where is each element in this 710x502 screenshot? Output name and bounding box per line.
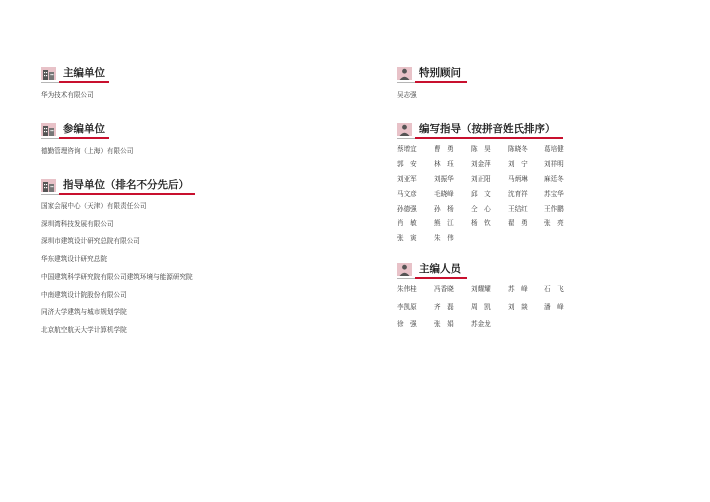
person-name: 石 飞	[544, 285, 564, 293]
person-name: 苏宝华	[544, 189, 564, 198]
person-name: 王作鹏	[544, 204, 564, 213]
person-name: 刘 宁	[508, 159, 528, 168]
person-name: 郭 安	[397, 159, 417, 168]
person-name: 潘 峰	[544, 302, 564, 311]
person-name: 肖 敏	[397, 219, 417, 228]
person-name: 邱 文	[471, 189, 491, 198]
person-name: 刘金萍	[471, 159, 491, 168]
org-item: 中国建筑科学研究院有限公司建筑环境与能源研究院	[41, 272, 193, 281]
section-header	[41, 178, 193, 194]
org-item: 北京航空航天大学计算机学院	[41, 325, 127, 334]
person-name: 周 凯	[471, 302, 491, 311]
person-icon	[397, 67, 412, 80]
person-name: 孙 杨	[434, 204, 454, 213]
section-header	[397, 66, 461, 82]
person-name: 马文彦	[397, 189, 417, 198]
person-name: 翟 勇	[508, 219, 528, 228]
person-name: 杨 钦	[471, 219, 491, 228]
person-name: 仝 心	[471, 204, 491, 213]
person-name: 刘振华	[434, 174, 454, 183]
person-name: 陈 昊	[471, 145, 491, 153]
person-name: 朱 伟	[434, 234, 454, 243]
building-icon	[41, 179, 56, 192]
section-title: 主编单位	[63, 67, 105, 79]
org-item: 华为技术有限公司	[41, 91, 94, 99]
person-name: 朱伟桂	[397, 285, 417, 293]
person-name: 李凯原	[397, 302, 417, 311]
person-name: 毛晓峰	[434, 189, 454, 198]
person-name: 张 寅	[397, 234, 417, 243]
person-name: 熊 江	[434, 219, 454, 228]
section-title: 参编单位	[63, 123, 105, 135]
person-name: 沈育祥	[508, 189, 528, 198]
person-icon	[397, 123, 412, 136]
person-name: 葛培健	[544, 145, 564, 153]
person-icon	[397, 263, 412, 276]
section-guidance-unit	[41, 178, 193, 340]
person-name: 刘祥明	[544, 159, 564, 168]
building-icon	[41, 123, 56, 136]
building-icon	[41, 67, 56, 80]
person-name: 孙德强	[397, 204, 417, 213]
section-accent-rule	[415, 137, 563, 139]
section-title: 指导单位（排名不分先后）	[63, 179, 189, 191]
org-item: 德勤管理咨询（上海）有限公司	[41, 147, 134, 155]
section-participating-unit	[41, 122, 133, 155]
person-name: 刘亚军	[397, 174, 417, 183]
person-name: 张 娟	[434, 320, 454, 328]
advisor-name: 吴志强	[397, 91, 417, 99]
person-name: 曹 勇	[434, 145, 454, 153]
org-item: 中南建筑设计院股份有限公司	[41, 290, 127, 299]
section-accent-rule	[59, 137, 109, 139]
person-name: 齐 磊	[434, 302, 454, 311]
section-title: 特别顾问	[419, 67, 461, 79]
person-name: 冯香晓	[434, 285, 454, 293]
section-chief-editor-unit	[41, 66, 105, 99]
person-name: 陈晓冬	[508, 145, 528, 153]
person-name: 王结红	[508, 204, 528, 213]
person-name: 徐 强	[397, 320, 417, 328]
person-name: 苏 峰	[508, 285, 528, 293]
section-title: 编写指导（按拼音姓氏排序）	[419, 123, 556, 135]
org-item: 深圳市建筑设计研究总院有限公司	[41, 237, 140, 246]
section-accent-rule	[59, 81, 109, 83]
person-name: 张 亮	[544, 219, 564, 228]
person-name: 蔡增宜	[397, 145, 417, 153]
person-name: 刘耀耀	[471, 285, 491, 293]
person-name: 苏金龙	[471, 320, 491, 328]
org-item: 国家会展中心（天津）有限责任公司	[41, 202, 147, 210]
org-item: 深圳湾科技发展有限公司	[41, 219, 114, 228]
person-name: 刘 燚	[508, 302, 528, 311]
section-accent-rule	[415, 277, 467, 279]
guidance-unit-list	[41, 198, 193, 340]
org-item: 同济大学建筑与城市规划学院	[41, 308, 127, 317]
org-item: 华东建筑设计研究总院	[41, 255, 107, 264]
section-accent-rule	[415, 81, 467, 83]
person-name: 麻廷冬	[544, 174, 564, 183]
section-title: 主编人员	[419, 263, 461, 275]
section-accent-rule	[59, 193, 195, 195]
section-header	[41, 122, 133, 138]
section-header	[41, 66, 105, 82]
person-name: 马炳琳	[508, 174, 528, 183]
person-name: 刘正阳	[471, 174, 491, 183]
person-name: 林 珏	[434, 159, 454, 168]
section-special-advisor	[397, 66, 461, 99]
